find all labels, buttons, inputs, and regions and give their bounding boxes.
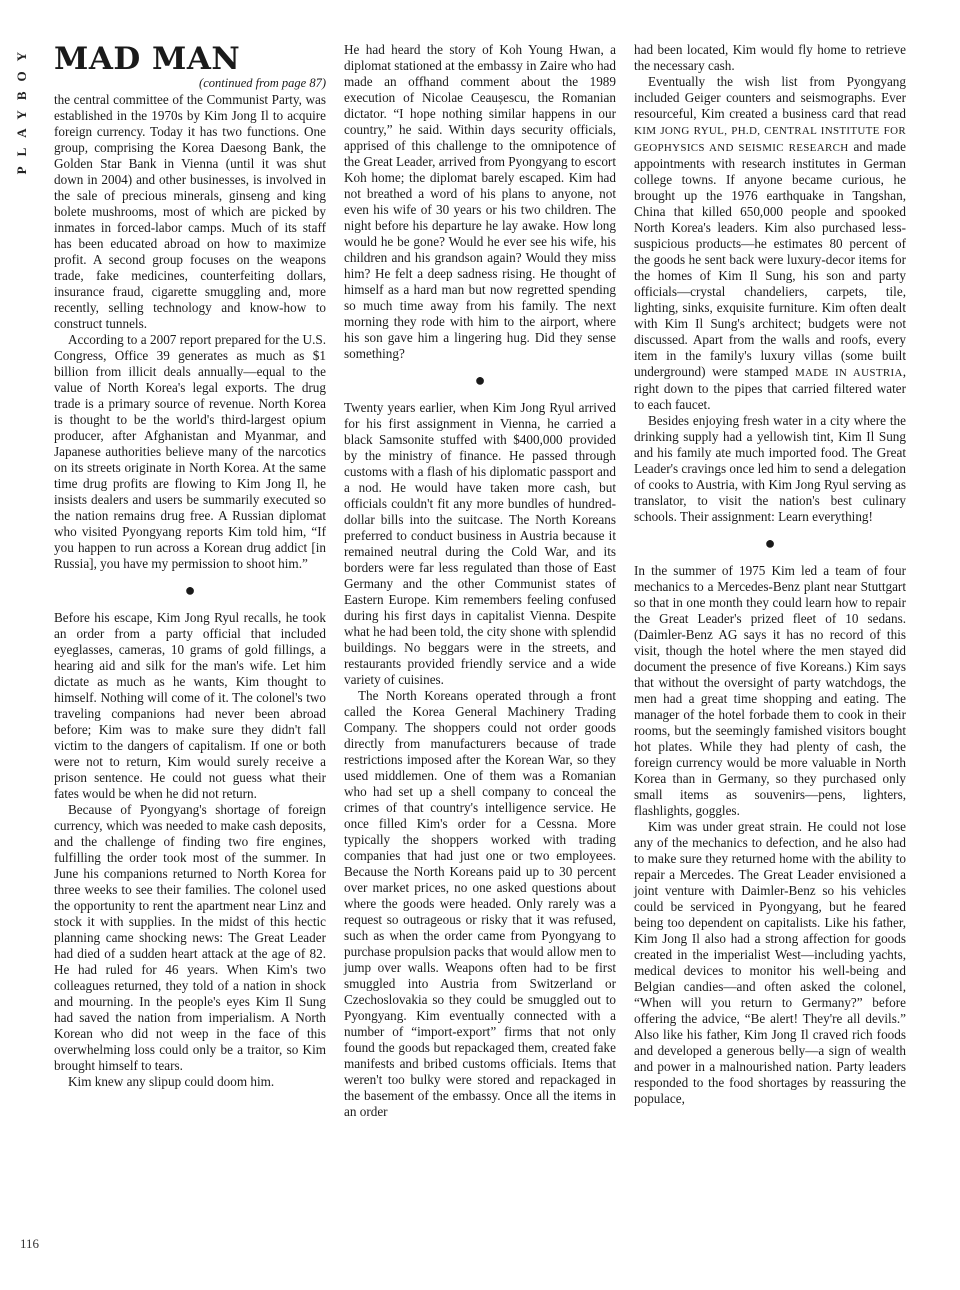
paragraph: He had heard the story of Koh Young Hwan, a diplomat stationed at the embassy in Zaire who had made an offhand comment about the 1989 execution of Nicolae Ceaușescu, the Romanian dictator. “I hope nothing similar happens in our country,” he said. Within days security officials, apprised of this challenge to the omnipotence of the Great Leader, arrived from Pyongyang to escort Koh home; the diplomat barely escaped. Kim had not breathed a word of his plans to anyone, not even his wife of 30 years or his two children. The night before his departure he lay awake. How long would he be gone? Would he ever see his wife, his children and his grandson again? Would they miss him? He felt a deep sadness rising. He thought of himself as a hard man but now regretted spending so much time away from his family. The next morning they rode with him to the airport, where his son gave him a lingering hug. Did they sense something? [344,42,616,361]
paragraph: the central committee of the Communist Party, was established in the 1970s by Kim Jong Il to acquire foreign currency. Today it has two functions. One group, comprising the Korea Daesong Bank, the Golden Star Bank in Vienna (until it was shut down in 2004) and other businesses, is involved in the sale of precious minerals, ginseng and king bolete mushrooms, most of which are picked by inmates in forced-labor camps. Much of its staff has been educated abroad on how to maximize profit. A second group focuses on the weapons trade, fake medicines, counterfeiting dollars, insurance fraud, cigarette smuggling and, more recently, selling technology and know-how to construct tunnels. [54,92,326,331]
text-column-2 [344,42,616,1120]
paragraph: Before his escape, Kim Jong Ryul recalls, he took an order from a party official that included eyeglasses, cameras, 10 grams of gold fillings, a hearing aid and silk for the man's wife. Let him dictate as much as he wants, Kim thought to himself. Nothing will come of it. The colonel's two traveling companions had never been abroad before; Kim was to make sure they didn't fall victim to the dangers of capitalism. If one or both were not to return, Kim would surely receive a prison sentence. He could not guess what their fates would be when he did not return. [54,610,326,801]
page-number: 116 [20,1236,40,1251]
section-separator: ● [474,370,486,390]
paragraph: Because of Pyongyang's shortage of foreign currency, which was needed to make cash deposits, and the challenge of finding two fire engines, fulfilling the order took most of the summer. In June his companions returned to North Korea for three weeks to see their families. The colonel used the opportunity to rent the apartment near Linz and stock it with supplies. In the midst of this hectic planning came shocking news: The Great Leader had died of a sudden heart attack at the age of 82. He had ruled for 46 years. When Kim's two colleagues returned, they told of a nation in shock and mourning. In the people's eyes Kim Il Sung had saved the nation from imperialism. A North Korean who did not weep in the face of this overwhelming loss could only be a traitor, so Kim brought himself to tears. [54,802,326,1073]
paragraph: The North Koreans operated through a front called the Korea General Machinery Trading Company. The shoppers could not order goods directly from manufacturers because of trade restrictions imposed after the Korean War, so they used middlemen. One of them was a Romanian who had set up a shell company to conceal the crimes of that country's intelligence service. He once filled Kim's order for a Cessna. More typically the shoppers worked with trading companies that had just one or two employees. Because the North Koreans paid up to 30 percent over market prices, no one asked questions about where the goods were headed. Only rarely was a request so outrageous or risky that it was refused, such as when the order came from Pyongyang to purchase propulsion packs that would allow men to jump over walls. Weapons often had to be first smuggled into Austria from Switzerland or Czechoslovakia so they could be smuggled out to Pyongyang. Kim eventually connected with a number of “import-export” firms that not only found the goods but repackaged them, created fake manifests and bribed customs officials. Items that weren't too bulky were stored and repackaged in the basement of the embassy. Once all the items in an order [344,688,616,1119]
paragraph-text: and made appointments with research institutes in German college towns. If anyone became curious, he brought up the 1976 earthquake in Tangshan, China that killed 650,000 people and spooked North Korea's leaders. Kim also purchased less-suspicious products—he estimates 80 percent of the goods he sent back were luxury-decor items for the homes of Kim Il Sung, his son and party officials—crystal chandeliers, carpets, tile, lighting, sinks, exquisite furniture. Kim often dealt with Kim Il Sung's architect; budgets were not discussed. Apart from the walls and roofs, every item in the family's luxury villas (some built underground) were stamped [634,139,906,379]
paragraph: Kim was under great strain. He could not lose any of the mechanics to defection, and he also had to make sure they returned home with the ability to repair a Mercedes. The Great Leader envisioned a joint venture with Daimler-Benz so his vehicles could be serviced in Pyongyang, but he feared being too dependent on capitalists. Like his father, Kim Jong Il also had a strong affection for goods created in the imperialist West—including yachts, medical devices to monitor his well-being and Belgian candies—and often asked the colonel, “When will you return to Germany?” before offering the advice, “Be alert! They're all devils.” Also like his father, Kim Jong Il craved rich foods and developed a generous belly—a sign of wealth and power in a malnourished nation. Party leaders responded to the food shortages by reassuring the populace, [634,819,906,1106]
section-separator: ● [764,533,776,553]
stamp-text: MADE IN AUSTRIA [794,367,903,379]
section-separator: ● [184,580,196,600]
paragraph: Kim knew any slipup could doom him. [68,1074,275,1089]
business-card-text: KIM JONG RYUL, PH.D, CENTRAL INSTITUTE FOR GEOPHYSICS AND SEISMIC RESEARCH [634,125,906,154]
paragraph: had been located, Kim would fly home to retrieve the necessary cash. [634,42,906,73]
paragraph-text: Eventually the wish list from Pyongyang included Geiger counters and seismographs. Ever resourceful, Kim created a business card that read [634,74,906,121]
paragraph [634,74,906,413]
paragraph: Twenty years earlier, when Kim Jong Ryul arrived for his first assignment in Vienna, he carried a black Samsonite stuffed with $400,000 provided by the ministry of finance. He passed through customs with a flash of his diplomatic passport and a nod. He would have taken more cash, but officials couldn't fit any more bundles of hundred-dollar bills into the suitcase. The North Koreans preferred to conduct business in Austria because it remained neutral during the Cold War, and its borders were far less regulated than those of East Germany and the other Communist states of Eastern Europe. Kim remembers feeling confused during his first days in capitalist Vienna. Despite what he had been told, the city shone with splendid buildings. No beggars were in the streets, and restaurants provided friendly service and a wide variety of cuisines. [344,400,616,687]
continued-note: (continued from page 87) [199,76,326,90]
paragraph-text: , right down to the pipes that carried filtered water to each faucet. [634,364,906,412]
text-column-1 [54,42,326,1090]
paragraph: In the summer of 1975 Kim led a team of four mechanics to a Mercedes-Benz plant near Stuttgart so that in one month they could learn how to repair the Great Leader's prized fleet of 10 sedans. (Daimler-Benz AG says it has no record of this visit, though the hotel where the men stayed did document the presence of five Koreans.) Kim says that without the oversight of party watchdogs, the men had a great time shopping and eating. The manager of the hotel forbade them to cook in their rooms, but the seemingly famished visitors bought hot plates. While they had plenty of cash, the foreign currency would be more valuable in North Korea than in Germany, so they purchased only small items as souvenirs—pens, lighters, flashlights, goggles. [634,563,906,818]
paragraph: According to a 2007 report prepared for the U.S. Congress, Office 39 generates as much as $1 billion from illicit deals annually—equal to the value of North Korea's legal exports. The drug trade is a primary source of revenue. North Korea is thought to be the world's third-largest opium producer, after Afghanistan and Myanmar, and Japanese authorities believe many of the narcotics on its streets originate in North Korea. At the same time drug profits are flowing to Kim Jong Il, he insists dealers and users be summarily executed so the nation remains drug free. A Russian diplomat who visited Pyongyang reports Kim told him, “If you happen to run across a Korean drug addict [in Russia], you have my permission to shoot him.” [54,332,326,571]
paragraph: Besides enjoying fresh water in a city where the drinking supply had a yellowish tint, Kim Il Sung and his family ate much imported food. The Great Leader's cravings once led him to send a delegation of cooks to Austria, with Kim Jong Ryul serving as translator, to visit the nation's best culinary schools. Their assignment: Learn everything! [634,413,906,524]
article-title: MAD MAN [54,41,241,77]
text-column-3 [634,42,906,1107]
magazine-name-vertical: PLAYBOY [14,42,29,175]
